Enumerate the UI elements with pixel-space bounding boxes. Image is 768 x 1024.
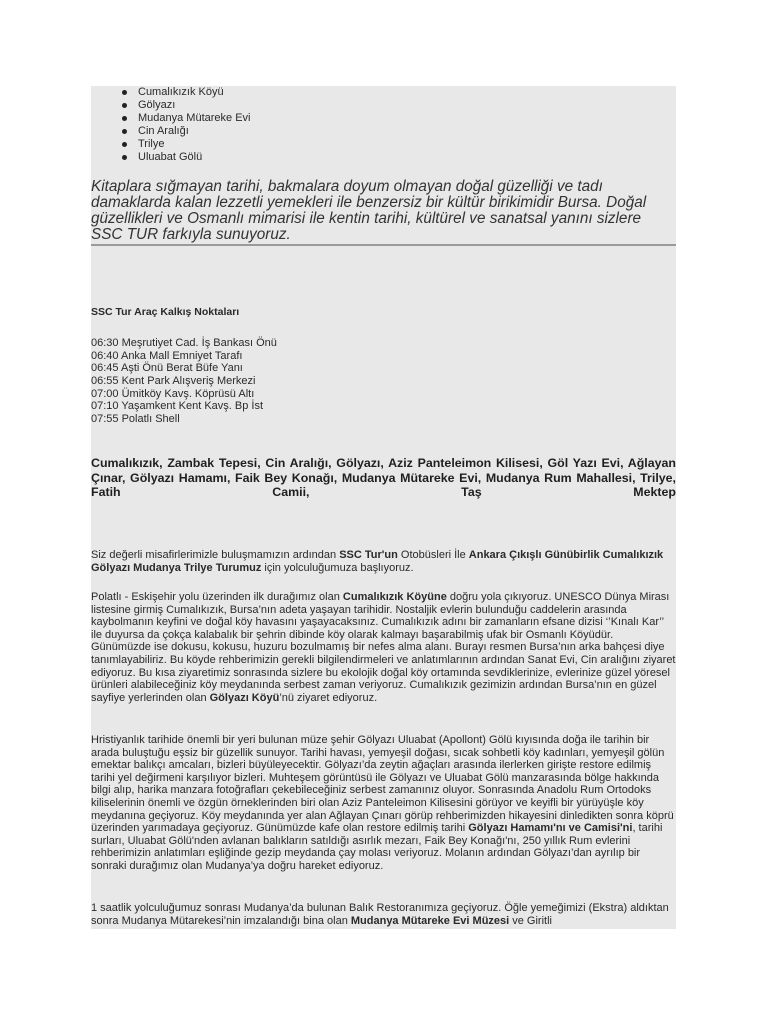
departure-time: 07:10 Yaşamkent Kent Kavş. Bp İst	[91, 400, 264, 413]
list-item: Trilye	[118, 138, 251, 151]
departure-time: 06:45 Aşti Önü Berat Büfe Yanı	[91, 362, 243, 375]
mudanya-paragraph: 1 saatlik yolculuğumuz sonrası Mudanya’da bulunan Balık Restoranımıza geçiyoruz. Öğle yemeğimizi (Ekstra) aldıktan sonra Mudanya Mütarekesi’nin imzalandığı bina olan Mudanya Mütareke Evi Müzesi ve Giritli	[91, 902, 669, 927]
departure-heading: SSC Tur Araç Kalkış Noktaları	[91, 306, 240, 318]
places-list	[118, 86, 251, 164]
tour-intro-paragraph: Siz değerli misafirlerimizle buluşmamızın ardından SSC Tur'un Otobüsleri İle Ankara Çıkışlı Günübirlik Cumalıkızık Gölyazı Mudanya Trilye Turumuz için yolculuğumuza başlıyoruz.	[91, 549, 664, 574]
departure-time: 07:55 Polatlı Shell	[91, 413, 180, 426]
departure-time: 07:00 Ümitköy Kavş. Köprüsü Altı	[91, 387, 255, 400]
list-item: Gölyazı	[118, 99, 251, 112]
departure-time: 06:55 Kent Park Alışveriş Merkezi	[91, 375, 256, 388]
intro-paragraph: Kitaplara sığmayan tarihi, bakmalara doyum olmayan doğal güzelliği ve tadı damaklarda kalan lezzetli yemekleri ile benzersiz bir kültür birikimidir Bursa. Doğal güzellikleri ve Osmanlı mimarisi ile kentin tarihi, kültürel ve sanatsal yanını sizlere SSC TUR farkıyla sunuyoruz.	[91, 179, 676, 246]
list-item: Cumalıkızık Köyü	[118, 86, 251, 99]
list-item: Uluabat Gölü	[118, 151, 251, 164]
list-item: Cin Aralığı	[118, 125, 251, 138]
list-item: Mudanya Mütareke Evi	[118, 112, 251, 125]
departure-times-list	[91, 337, 676, 426]
cumalikizik-paragraph: Polatlı - Eskişehir yolu üzerinden ilk durağımız olan Cumalıkızık Köyüne doğru yola çıkıyoruz. UNESCO Dünya Mirası listesine girmiş Cumalıkızık, Bursa’nın adeta yaşayan tarihidir. Nostaljik evlerin bulunduğu caddelerin arasında kaybolmanın keyfini ve doğal köy havasını yaşayacaksınız. Cumalıkızık adını bir zamanların efsane dizisi ‘’Kınalı Kar’’ ile duyursa da çokça kalabalık bir şehrin dibinde köy olarak kalmayı başarabilmiş ufak bir Osmanlı Köyüdür. Günümüzde ise dokusu, kokusu, huzuru bozulmamış bir nefes alma alanı. Burayı resmen Bursa’nın arka bahçesi diye tanımlayabiliriz. Bu köyde rehberimizin gerekli bilgilendirmeleri ve anlatımlarının ardından Sanat Evi, Cin aralığını ziyaret ediyoruz. Bu kısa ziyaretimiz sonrasında sizlere bu ekolojik doğal köy ortamında sevdiklerinize, evlerinize güzel yöresel ürünleri alabileceğiniz köy meydanında serbest zaman veriyoruz. Cumalıkızık gezimizin ardından Bursa’nın en güzel sayfiye yerlerinden olan Gölyazı Köyü’nü ziyaret ediyoruz.	[91, 591, 676, 704]
departure-time: 06:30 Meşrutiyet Cad. İş Bankası Önü	[91, 337, 277, 349]
route-heading: Cumalıkızık, Zambak Tepesi, Cin Aralığı, Gölyazı, Aziz Panteleimon Kilisesi, Göl Yazı Evi, Ağlayan Çınar, Gölyazı Hamamı, Faik Bey Konağı, Mudanya Mütareke Evi, Mudanya Rum Mahallesi, Trilye, Fatih Camii, Taş Mektep	[91, 456, 676, 499]
departure-time: 06:40 Anka Mall Emniyet Tarafı	[91, 349, 243, 362]
golyazi-paragraph: Hristiyanlık tarihide önemli bir yeri bulunan müze şehir Gölyazı Uluabat (Apollont) Gölü kıyısında doğa ile tarihin bir arada buluştuğu eşsiz bir güzellik sunuyor. Tarihi havası, yemyeşil doğası, sıcak sohbetli köy kadınları, yemyeşil gölün emektar balıkçı amcaları, bizleri büyüleyecektir. Gölyazı’da zeytin ağaçları arasında ilerlerken girişte restore edilmiş tarihi yel değirmeni karşılıyor bizleri. Muhteşem görüntüsü ile Gölyazı ve Uluabat Gölü manzarasında bölge hakkında bilgi alıp, harika manzara fotoğrafları çekebileceğiniz serbest zamanınız oluyor. Sonrasında Anadolu Rum Ortodoks kiliselerinin önemli ve özgün örneklerinden biri olan Aziz Panteleimon Kilisesini görüyor ve keyifli bir yürüyüşle köy meydanına geçiyoruz. Köy meydanında yer alan Ağlayan Çınarı görüp rehberimizden hikayesini dinledikten sonra köprü üzerinden yarımadaya geçiyoruz. Günümüzde kafe olan restore edilmiş tarihi Gölyazı Hamamı'nı ve Camisi'ni, tarihi surları, Uluabat Gölü'nden avlanan balıkların satıldığı asırlık mezarı, Faik Bey Konağı'nı, 250 yıllık Rum evlerini rehberimizin anlatımları eşliğinde gezip meydanda çay molası veriyoruz. Molanın ardından Gölyazı’dan ayrılıp bir sonraki durağımız olan Mudanya’ya doğru hareket ediyoruz.	[91, 734, 674, 872]
